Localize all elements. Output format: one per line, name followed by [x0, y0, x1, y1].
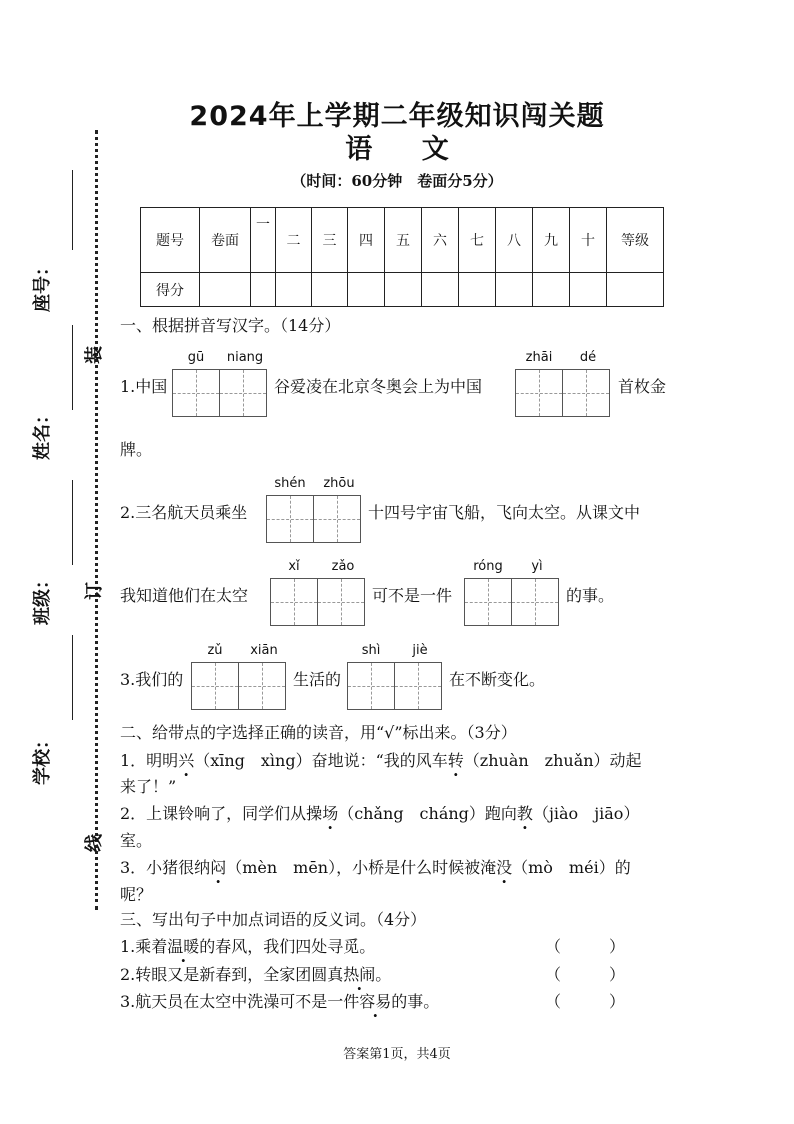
page-footer: 答案第1页，共4页: [343, 1047, 451, 1062]
pinyin: jiè: [412, 643, 428, 658]
q1-text-b: 谷爱凌在北京冬奥会上为中国: [274, 377, 483, 396]
score-cell[interactable]: [422, 273, 459, 307]
writing-grid[interactable]: [347, 662, 442, 710]
col-header: 三: [312, 208, 348, 273]
score-cell[interactable]: [312, 273, 348, 307]
col-header: 四: [348, 208, 385, 273]
section1-heading: 一、根据拼音写汉字。（14分）: [120, 316, 341, 335]
class-line[interactable]: [72, 480, 73, 565]
s3-q1-line: [120, 934, 375, 957]
pinyin: gū: [187, 350, 205, 365]
time-info: （时间：60分钟 卷面分5分）: [291, 172, 503, 190]
text: （xīng xìng）奋地说：“我的风车: [194, 751, 448, 770]
pinyin: dé: [579, 350, 597, 365]
dotted-char: 场: [322, 804, 339, 823]
school-line[interactable]: [72, 635, 73, 720]
s2-q2-line: [120, 801, 639, 824]
binding-mark-ding: 订: [84, 582, 105, 600]
dotted-char: 教: [516, 804, 533, 823]
answer-paren[interactable]: （ ）: [545, 992, 626, 1011]
q2-text-d: 可不是一件: [372, 586, 453, 605]
page-title: 2024年上学期二年级知识闯关题: [189, 101, 605, 132]
col-header: 一: [251, 208, 276, 273]
score-cell[interactable]: [276, 273, 312, 307]
pinyin: yì: [531, 559, 543, 574]
q3-text-c: 在不断变化。: [449, 670, 546, 689]
col-header: 二: [276, 208, 312, 273]
name-line[interactable]: [72, 325, 73, 410]
text: 的事。: [391, 992, 440, 1011]
writing-grid[interactable]: [191, 662, 286, 710]
score-cell[interactable]: [459, 273, 496, 307]
text: （mò méi）的: [512, 858, 631, 877]
s2-q1-cont: 来了！”: [120, 777, 177, 796]
text: 2.转眼又是新春到，全家团圆真: [120, 965, 344, 984]
text: （mèn mēn），小桥是什么时候被淹: [226, 858, 497, 877]
col-header: 等级: [607, 208, 664, 273]
section2-heading: 二、给带点的字选择正确的读音，用“√”标出来。（3分）: [120, 723, 517, 742]
q2-text-c: 我知道他们在太空: [120, 586, 249, 605]
school-label: 学校：: [32, 731, 53, 785]
s2-q1-line: [120, 748, 642, 771]
answer-paren[interactable]: （ ）: [545, 965, 626, 984]
binding-mark-xian: 线: [84, 834, 105, 852]
pinyin: shì: [361, 643, 381, 658]
q1-text-c: 首枚金: [618, 377, 667, 396]
pinyin: shén: [274, 476, 306, 491]
writing-grid[interactable]: [270, 578, 365, 626]
pinyin: zǔ: [207, 643, 223, 658]
q2-text-a: 2.三名航天员乘坐: [120, 503, 248, 522]
dotted-word: 温暖: [167, 937, 200, 956]
binding-mark-zhuang: 装: [84, 346, 105, 364]
dotted-word: 容易: [359, 992, 392, 1011]
dotted-word: 热闹: [343, 965, 376, 984]
q3-text-b: 生活的: [293, 670, 342, 689]
score-cell[interactable]: [607, 273, 664, 307]
pinyin: zhōu: [323, 476, 355, 491]
col-header: 题号: [141, 208, 200, 273]
text: 1.乘着: [120, 937, 168, 956]
q1-text-d: 牌。: [120, 440, 153, 459]
pinyin: zǎo: [331, 559, 355, 574]
s2-q3-line: [120, 855, 631, 878]
score-cell[interactable]: [496, 273, 533, 307]
dotted-char: 没: [496, 858, 513, 877]
pinyin: xǐ: [288, 559, 300, 574]
answer-paren[interactable]: （ ）: [545, 937, 626, 956]
binding-dotted-line: [95, 130, 98, 910]
col-header: 八: [496, 208, 533, 273]
q2-text-e: 的事。: [566, 586, 615, 605]
score-cell[interactable]: [570, 273, 607, 307]
row-label: 得分: [141, 273, 200, 307]
text: 1．明明: [120, 751, 179, 770]
col-header: 七: [459, 208, 496, 273]
q3-text-a: 3.我们的: [120, 670, 184, 689]
col-header: 卷面: [200, 208, 251, 273]
dotted-char: 转: [447, 751, 464, 770]
score-cell[interactable]: [348, 273, 385, 307]
s2-q3-cont: 呢？: [120, 885, 153, 904]
text: （jiào jiāo）: [532, 804, 640, 823]
text: 3．小猪很纳: [120, 858, 211, 877]
text: （chǎng cháng）跑向: [338, 804, 517, 823]
text: 3.航天员在太空中洗澡可不是一件: [120, 992, 360, 1011]
dotted-char: 兴: [178, 751, 195, 770]
q2-text-b: 十四号宇宙飞船，飞向太空。从课文中: [368, 503, 641, 522]
pinyin: zhāi: [525, 350, 553, 365]
s2-q2-cont: 室。: [120, 831, 153, 850]
writing-grid[interactable]: [266, 495, 361, 543]
class-label: 班级：: [32, 571, 53, 625]
col-header: 十: [570, 208, 607, 273]
text: （zhuàn zhuǎn）动起: [463, 751, 642, 770]
score-cell[interactable]: [385, 273, 422, 307]
pinyin: róng: [473, 559, 503, 574]
score-cell[interactable]: [533, 273, 570, 307]
score-cell[interactable]: [251, 273, 276, 307]
writing-grid[interactable]: [515, 369, 610, 417]
text: 2．上课铃响了，同学们从操: [120, 804, 323, 823]
subject-title: 语 文: [345, 134, 449, 165]
col-header: 五: [385, 208, 422, 273]
q1-text-a: 1.中国: [120, 377, 168, 396]
section3-heading: 三、写出句子中加点词语的反义词。（4分）: [120, 910, 427, 929]
col-header: 九: [533, 208, 570, 273]
s3-q2-line: [120, 962, 391, 985]
pinyin: xiān: [250, 643, 278, 658]
text: 。: [375, 965, 392, 984]
pinyin: niang: [226, 350, 264, 365]
dotted-char: 闷: [210, 858, 227, 877]
score-table: [140, 207, 664, 307]
col-header: 六: [422, 208, 459, 273]
writing-grid[interactable]: [464, 578, 559, 626]
text: 的春风，我们四处寻觅。: [199, 937, 376, 956]
writing-grid[interactable]: [172, 369, 267, 417]
score-cell[interactable]: [200, 273, 251, 307]
seat-label: 座号：: [32, 258, 53, 312]
name-label: 姓名：: [32, 406, 53, 460]
s3-q3-line: [120, 989, 439, 1012]
